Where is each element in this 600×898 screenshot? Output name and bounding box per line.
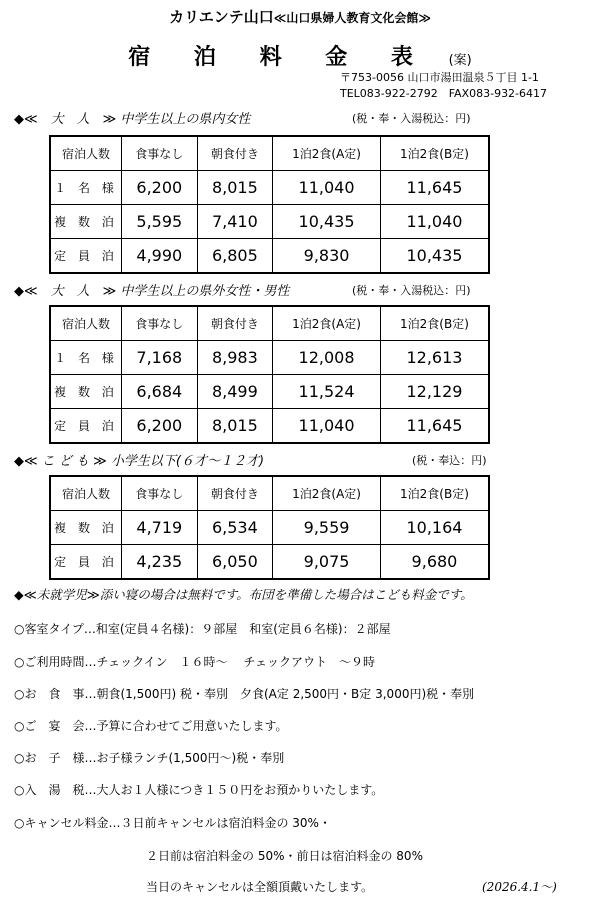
effective-date: (2026.4.1～): [482, 880, 557, 894]
column-header: 朝食付き: [197, 476, 273, 511]
table-row: [50, 375, 489, 409]
column-header: 1泊2食(A定): [273, 136, 381, 171]
section-heading: [14, 450, 264, 469]
price-cell: 6,534: [197, 511, 273, 545]
page-title: [0, 40, 600, 71]
price-cell: 8,499: [197, 375, 273, 409]
price-cell: 5,595: [122, 205, 198, 239]
price-cell: 6,200: [122, 171, 198, 205]
table-header-row: [50, 136, 489, 171]
column-header: 宿泊人数: [50, 476, 122, 511]
note-meals: ○お 食 事…朝食(1,500円) 税・奉別 夕食(A定 2,500円・B定 3,000円)税・奉別: [14, 687, 475, 701]
contact-line: TEL083-922-2792 FAX083-932-6417: [340, 87, 548, 100]
column-header: 1泊2食(A定): [273, 476, 381, 511]
column-header: 食事なし: [122, 306, 198, 341]
column-header: 食事なし: [122, 136, 198, 171]
tax-note: (税・奉・入湯税込：円): [352, 112, 471, 125]
table-row: [50, 409, 489, 444]
preschool-note: ◆≪未就学児≫添い寝の場合は無料です。布団を準備した場合はこども料金です。: [14, 587, 473, 602]
section-heading: [14, 108, 250, 127]
table-row: [50, 545, 489, 580]
note-cancel: ○キャンセル料金…３日前キャンセルは宿泊料金の 30%・: [14, 816, 331, 830]
row-label: 複 数 泊: [50, 511, 122, 545]
price-cell: 12,008: [273, 341, 381, 375]
price-cell: 8,015: [197, 171, 273, 205]
row-label: 複 数 泊: [50, 205, 122, 239]
row-label: １ 名 様: [50, 171, 122, 205]
price-cell: 4,990: [122, 239, 198, 274]
price-cell: 6,050: [197, 545, 273, 580]
price-cell: 6,684: [122, 375, 198, 409]
section-heading: [14, 280, 289, 299]
price-cell: 9,075: [273, 545, 381, 580]
title-text: 宿 泊 料 金 表: [128, 45, 431, 70]
price-cell: 11,645: [380, 171, 489, 205]
price-cell: 9,559: [273, 511, 381, 545]
note-banquet: ○ご 宴 会…予算に合わせてご用意いたします。: [14, 719, 288, 733]
column-header: 1泊2食(B定): [380, 136, 489, 171]
tax-note: (税・奉込：円): [412, 454, 487, 467]
column-header: 食事なし: [122, 476, 198, 511]
column-header: 朝食付き: [197, 136, 273, 171]
note-kids: ○お 子 様…お子様ランチ(1,500円～)税・奉別: [14, 751, 285, 765]
table-row: [50, 239, 489, 274]
column-header: 1泊2食(B定): [380, 476, 489, 511]
tax-note: (税・奉・入湯税込：円): [352, 284, 471, 297]
column-header: 朝食付き: [197, 306, 273, 341]
column-header: 1泊2食(A定): [273, 306, 381, 341]
note-room-type: ○客室タイプ…和室(定員４名様)：９部屋 和室(定員６名様)：２部屋: [14, 622, 391, 636]
note-hours: ○ご利用時間…チェックイン １６時～ チェックアウト ～９時: [14, 655, 375, 669]
price-cell: 11,040: [273, 409, 381, 444]
title-note: (案): [448, 53, 472, 68]
rate-table: [49, 135, 490, 274]
table-row: [50, 171, 489, 205]
note-bath-tax: ○入 湯 税…大人お１人様につき１５０円をお預かりいたします。: [14, 783, 384, 797]
venue-name: [0, 6, 600, 27]
cancel-line-2: ２日前は宿泊料金の 50%・前日は宿泊料金の 80%: [146, 849, 423, 863]
row-label: 複 数 泊: [50, 375, 122, 409]
price-cell: 11,040: [380, 205, 489, 239]
section-heading-text: ◆≪ こ ど も ≫ 小学生以下(６才～１２才): [14, 454, 265, 469]
price-cell: 6,200: [122, 409, 198, 444]
price-cell: 7,168: [122, 341, 198, 375]
row-label: １ 名 様: [50, 341, 122, 375]
section-heading-text: ◆≪ 大 人 ≫ 中学生以上の県外女性・男性: [14, 284, 290, 299]
price-cell: 10,435: [273, 205, 381, 239]
price-cell: 6,805: [197, 239, 273, 274]
table-row: [50, 205, 489, 239]
venue-subtitle: ≪山口県婦人教育文化会館≫: [273, 11, 431, 25]
rate-table: [49, 305, 490, 444]
column-header: 1泊2食(B定): [380, 306, 489, 341]
table-header-row: [50, 476, 489, 511]
venue-title: カリエンテ山口: [169, 8, 274, 26]
price-cell: 12,613: [380, 341, 489, 375]
price-cell: 10,435: [380, 239, 489, 274]
rate-table: [49, 475, 490, 580]
price-cell: 9,830: [273, 239, 381, 274]
price-cell: 11,524: [273, 375, 381, 409]
cancel-line-3: 当日のキャンセルは全額頂戴いたします。: [146, 880, 374, 894]
price-cell: 10,164: [380, 511, 489, 545]
row-label: 定 員 泊: [50, 239, 122, 274]
table-row: [50, 341, 489, 375]
column-header: 宿泊人数: [50, 136, 122, 171]
table-row: [50, 511, 489, 545]
section-heading-text: ◆≪ 大 人 ≫ 中学生以上の県内女性: [14, 112, 251, 127]
price-cell: 4,719: [122, 511, 198, 545]
row-label: 定 員 泊: [50, 409, 122, 444]
table-header-row: [50, 306, 489, 341]
price-cell: 11,645: [380, 409, 489, 444]
row-label: 定 員 泊: [50, 545, 122, 580]
price-cell: 12,129: [380, 375, 489, 409]
price-cell: 7,410: [197, 205, 273, 239]
column-header: 宿泊人数: [50, 306, 122, 341]
price-cell: 11,040: [273, 171, 381, 205]
price-cell: 8,983: [197, 341, 273, 375]
price-cell: 4,235: [122, 545, 198, 580]
price-cell: 9,680: [380, 545, 489, 580]
price-cell: 8,015: [197, 409, 273, 444]
address: 〒753-0056 山口市湯田温泉５丁目 1-1: [340, 71, 539, 84]
